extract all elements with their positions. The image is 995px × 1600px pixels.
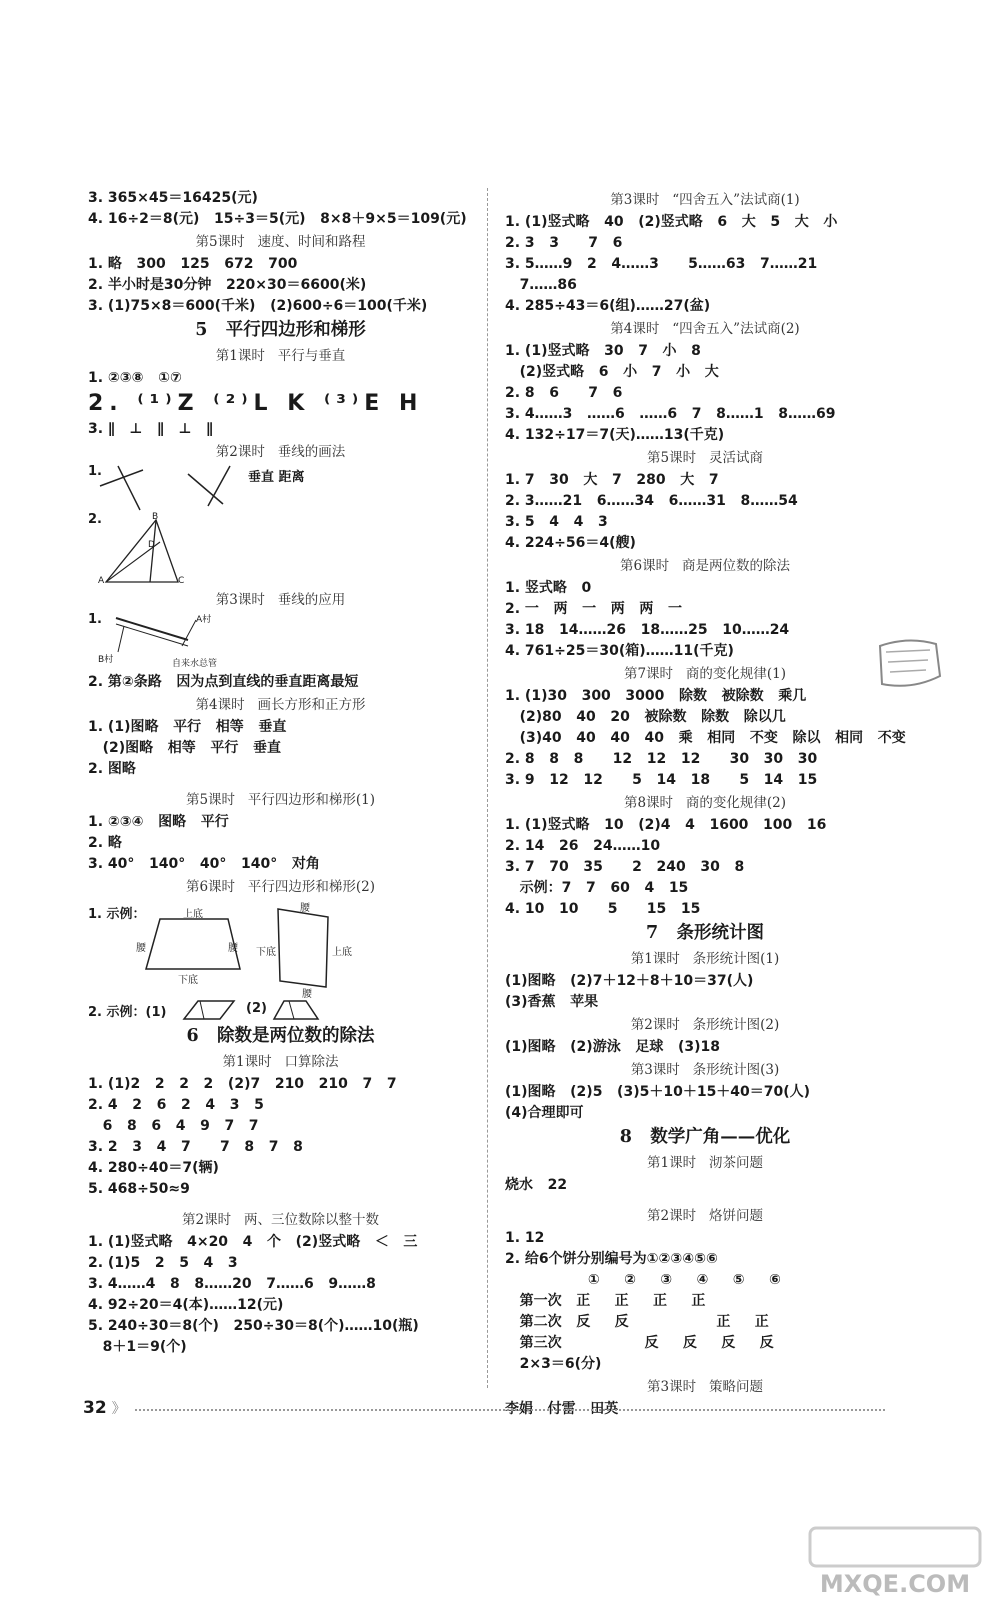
answer-line: 第二次 反 反 正 正 [505,1314,769,1330]
answer-line: 1. (1)竖式略 10 (2)4 4 1600 100 16 [505,817,827,833]
answer-line: 1. (1)竖式略 40 (2)竖式略 6 大 5 大 小 [505,214,838,230]
fig2 [88,512,473,588]
fig4 [88,899,473,1000]
lesson-heading: 第7课时 商的变化规律(1) [623,666,787,682]
answer-line: (4)合理即可 [505,1105,584,1121]
question-number: 1. [88,612,102,627]
unit-heading: 5 平行四边形和梯形 [195,320,366,340]
lesson-heading: 第5课时 平行四边形和梯形(1) [185,792,376,808]
answer-line: 烧水 22 [505,1177,568,1193]
left-column [88,188,473,1358]
answer-line: (2)80 40 20 被除数 除数 除以几 [505,709,786,725]
answer-line: 4. 16÷2＝8(元) 15÷3＝5(元) 8×8＋9×5＝109(元) [88,211,467,227]
answer-line: 4. 761÷25＝30(箱)……11(千克) [505,643,734,659]
fig5 [88,997,473,1023]
answer-line: (3)40 40 40 40 乘 相同 不变 除以 相同 不变 [505,730,906,746]
answer-line: 3. 5 4 4 3 [505,514,608,530]
lesson-heading: 第1课时 条形统计图(1) [630,951,780,967]
lesson-heading: 第4课时 “四舍五入”法试商(2) [610,321,800,337]
answer-line: 1. 竖式略 0 [505,580,592,596]
answer-line: 1. 7 30 大 7 280 大 7 [505,472,719,488]
fig3 [88,612,473,672]
watermark-text: MXQE.COM [819,1570,971,1598]
lesson-heading: 第3课时 策略问题 [647,1379,763,1395]
shape-label: 上底 [183,909,203,920]
lesson-heading: 第5课时 速度、时间和路程 [195,234,366,250]
answer-line: 2. 4 2 6 2 4 3 5 [88,1097,264,1113]
stamp-icon [872,636,944,694]
answer-line: 2. 给6个饼分别编号为①②③④⑤⑥ [505,1251,718,1267]
lesson-heading: 第1课时 平行与垂直 [215,348,346,364]
answer-line: 1. ②③⑧ ①⑦ [88,370,182,386]
answer-line: 1. 12 [505,1230,545,1246]
spacer [88,780,473,788]
answer-line: 1. ②③④ 图略 平行 [88,814,229,830]
answer-line: 李娟 付雷 田英 [505,1401,619,1417]
map-label: A村 [196,615,212,625]
vertex-label: A [98,576,105,586]
unit-heading: 6 除数是两位数的除法 [186,1026,375,1046]
answer-line: 第一次 正 正 正 正 [505,1293,706,1309]
answer-line: 2. 半小时是30分钟 220×30＝6600(米) [88,277,367,293]
answer-line: 4. 280÷40＝7(辆) [88,1160,219,1176]
question-number: 1. [88,464,102,479]
answer-line: (3)香蕉 苹果 [505,994,599,1010]
subquestion-number: (2) [246,1001,267,1016]
answer-line: 1. (1)竖式略 4×20 4 个 (2)竖式略 ＜ 三 [88,1234,418,1250]
watermark-logo-icon [800,1520,990,1600]
shape-label: 上底 [332,947,352,958]
answer-line: 1. (1)30 300 3000 除数 被除数 乘几 [505,688,807,704]
answer-line: 2. 一 两 一 两 两 一 [505,601,683,617]
answer-line: ① ② ③ ④ ⑤ ⑥ [505,1272,781,1288]
shape-label: 腰 [136,943,146,954]
lesson-heading: 第8课时 商的变化规律(2) [623,795,787,811]
answer-line: 2. 8 8 8 12 12 12 30 30 30 [505,751,818,767]
lesson-heading: 第3课时 垂线的应用 [215,592,346,608]
answer-line: 2. 第②条路 因为点到直线的垂直距离最短 [88,674,359,690]
answer-line: 2. 略 [88,835,122,851]
answer-line: 3. 365×45＝16425(元) [88,190,258,206]
shape-label: 下底 [178,975,198,986]
question-number: 2. 示例：(1) [88,1005,167,1020]
answer-line: 5. 468÷50≈9 [88,1181,190,1197]
answer-line: 2. (1)5 2 5 4 3 [88,1255,238,1271]
answer-line: 3. 5……9 2 4……3 5……63 7……21 [505,256,818,272]
fig1 [88,464,473,512]
answer-line: 4. 92÷20＝4(本)……12(元) [88,1297,284,1313]
answer-line: 5. 240÷30＝8(个) 250÷30＝8(个)……10(瓶) [88,1318,419,1334]
answer-line: 3. 2 3 4 7 7 8 7 8 [88,1139,303,1155]
answer-line: 3. 9 12 12 5 14 18 5 14 15 [505,772,818,788]
unit-heading: 8 数学广角——优化 [619,1127,791,1147]
answer-line: 2×3＝6(分) [505,1356,602,1372]
answer-line: 1. (1)2 2 2 2 (2)7 210 210 7 7 [88,1076,397,1092]
dotted-rule [135,1409,885,1411]
answer-line: 3. 4……3 ……6 ……6 7 8……1 8……69 [505,406,836,422]
answer-line: 2. 14 26 24……10 [505,838,661,854]
answer-line: 3. ∥ ⊥ ∥ ⊥ ∥ [88,421,214,437]
lesson-heading: 第5课时 灵活试商 [647,450,763,466]
question-number: 1. 示例： [88,907,146,922]
spacer [88,1200,473,1208]
page-number: 32 [83,1398,107,1418]
lesson-heading: 第1课时 沏茶问题 [647,1155,763,1171]
lesson-heading: 第3课时 “四舍五入”法试商(1) [610,192,800,208]
answer-line: 4. 285÷43＝6(组)……27(盆) [505,298,711,314]
answer-line: 1. 略 300 125 672 700 [88,256,298,272]
shape-label: 腰 [302,989,312,1000]
lesson-heading: 第6课时 平行四边形和梯形(2) [185,879,376,895]
map-label: B村 [98,655,114,665]
answer-line: 6 8 6 4 9 7 7 [88,1118,259,1134]
page-footer [83,1398,883,1420]
lesson-heading: 第3课时 条形统计图(3) [630,1062,780,1078]
answer-line: 4. 10 10 5 15 15 [505,901,701,917]
shape-label: 腰 [228,943,238,954]
map-label: 自来水总管 [172,659,218,669]
lesson-heading: 第2课时 烙饼问题 [647,1208,763,1224]
lesson-heading: 第2课时 两、三位数除以整十数 [182,1212,379,1228]
shape-label: 下底 [256,947,276,958]
lesson-heading: 第2课时 条形统计图(2) [630,1017,780,1033]
answer-line: 3. 4……4 8 8……20 7……6 9……8 [88,1276,376,1292]
answer-line: 3. 7 70 35 2 240 30 8 [505,859,745,875]
lesson-heading: 第2课时 垂线的画法 [215,444,346,460]
answer-line: 2. ⁽¹⁾Z ⁽²⁾L K ⁽³⁾E H [88,391,424,416]
answer-line: 2. 8 6 7 6 [505,385,623,401]
answer-line: (1)图略 (2)7＋12＋8＋10＝37(人) [505,973,754,989]
answer-line: (1)图略 (2)游泳 足球 (3)18 [505,1039,720,1055]
answer-line: 3. (1)75×8＝600(千米) (2)600÷6＝100(千米) [88,298,428,314]
right-column [505,188,905,1420]
lesson-heading: 第6课时 商是两位数的除法 [620,558,790,574]
answer-line: 1. (1)竖式略 30 7 小 8 [505,343,701,359]
answer-line: 2. 3 3 7 6 [505,235,623,251]
column-divider [487,188,488,1388]
answer-line: 2. 3……21 6……34 6……31 8……54 [505,493,798,509]
answer-line: 4. 224÷56＝4(艘) [505,535,636,551]
answer-line: 1. (1)图略 平行 相等 垂直 [88,719,287,735]
answer-text: 垂直 距离 [248,470,305,485]
vertex-label: D [148,540,155,550]
answer-line: 3. 40° 140° 40° 140° 对角 [88,856,320,872]
answer-line: 4. 132÷17＝7(天)……13(千克) [505,427,725,443]
answer-line: (2)竖式略 6 小 7 小 大 [505,364,719,380]
answer-line: 2. 图略 [88,761,136,777]
answer-line: 3. 18 14……26 18……25 10……24 [505,622,790,638]
answer-line: 第三次 反 反 反 反 [505,1335,774,1351]
arrow-icon: 》 [111,1401,126,1417]
unit-heading: 7 条形统计图 [646,923,764,943]
spacer [505,1196,905,1204]
shape-label: 腰 [300,903,310,914]
question-number: 2. [88,512,102,527]
lesson-heading: 第1课时 口算除法 [222,1054,339,1070]
vertex-label: B [152,512,159,522]
answer-line: 7……86 [505,277,577,293]
lesson-heading: 第4课时 画长方形和正方形 [195,697,366,713]
answer-line: (1)图略 (2)5 (3)5＋10＋15＋40＝70(人) [505,1084,811,1100]
vertex-label: C [178,576,185,586]
answer-line: (2)图略 相等 平行 垂直 [88,740,282,756]
answer-line: 示例：7 7 60 4 15 [505,880,689,896]
answer-line: 8＋1＝9(个) [88,1339,187,1355]
